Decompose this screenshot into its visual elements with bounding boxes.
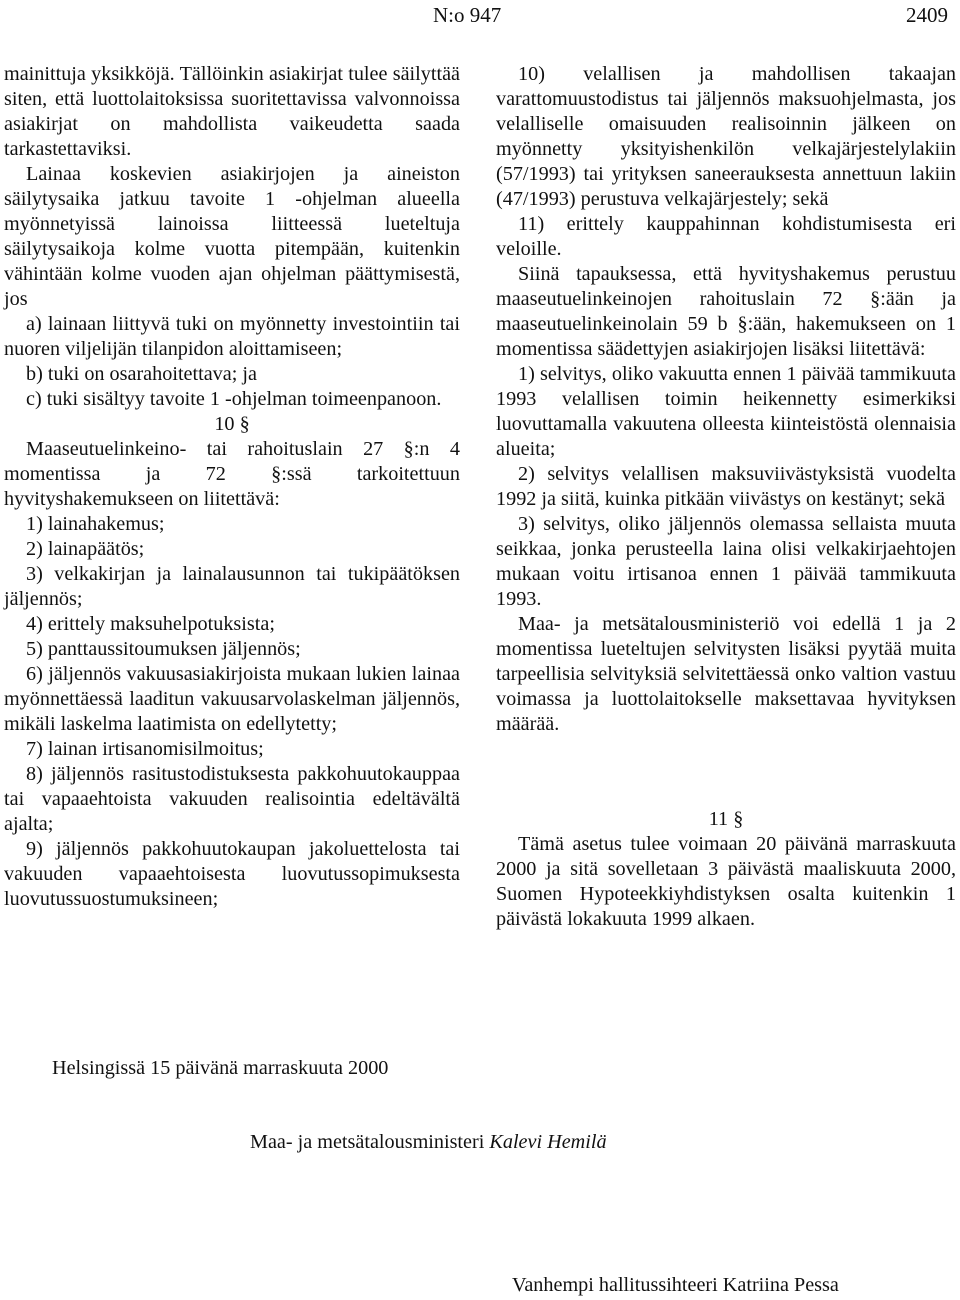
left-column [4,62,460,912]
list-item: 3) velkakirjan ja lainalausunnon tai tukipäätöksen jäljennös; [4,563,460,610]
list-item: c) tuki sisältyy tavoite 1 -ohjelman toimeenpanoon. [26,388,442,410]
paragraph: Tämä asetus tulee voimaan 20 päivänä marraskuuta 2000 ja sitä sovelletaan 3 päivästä maaliskuuta 2000, Suomen Hypoteekkiyhdistyksen osalta kuitenkin 1 päivästä lokakuuta 1999 alkaen. [496,833,956,930]
list-item: 8) jäljennös rasitustodistuksesta pakkohuutokauppaa tai vapaaehtoista vakuuden realisointia edeltävältä ajalta; [4,763,460,835]
section-heading-10: 10 § [214,413,250,435]
list-item: 7) lainan irtisanomisilmoitus; [26,738,264,760]
list-item: 2) lainapäätös; [26,538,145,560]
paragraph: Lainaa koskevien asiakirjojen ja aineiston säilytysaika jatkuu tavoite 1 -ohjelman alueella myönnetyissä lainoissa liitteessä lueteltuja säilytysaikoja kolme vuotta pitempään, kuitenkin vähintään kolme vuoden ajan ohjelman päättymisestä, jos [4,163,460,310]
minister-signature [250,1130,607,1155]
list-item: b) tuki on osarahoitettava; ja [26,363,257,385]
list-item: 4) erittely maksuhelpotuksista; [26,613,275,635]
list-item: 11) erittely kauppahinnan kohdistumisesta eri veloille. [496,213,956,260]
place-and-date: Helsingissä 15 päivänä marraskuuta 2000 [52,1057,389,1079]
list-item: 1) lainahakemus; [26,513,165,535]
list-item: 2) selvitys velallisen maksuviivästyksistä vuodelta 1992 ja siitä, kuinka pitkään viivästys on kestänyt; sekä [496,463,956,510]
right-column [496,62,956,932]
list-item: 6) jäljennös vakuusasiakirjoista mukaan lukien lainaa myönnettäessä laaditun vakuusarvolaskelman jäljennös, mikäli laskelma laatimista on edellytetty; [4,663,460,735]
minister-name: Kalevi Hemilä [489,1131,607,1153]
statute-number: N:o 947 [433,3,502,27]
paragraph: Maaseutuelinkeino- tai rahoituslain 27 §:n 4 momentissa ja 72 §:ssä tarkoitettuun hyvityshakemukseen on liitettävä: [4,438,460,510]
secretary-signature: Vanhempi hallitussihteeri Katriina Pessa [512,1274,839,1296]
paragraph: mainittuja yksikköjä. Tällöinkin asiakirjat tulee säilyttää siten, että luottolaitoksissa suoritettavissa valvonnoissa asiakirjat on mahdollista vaikeudetta saada tarkastettaviksi. [4,63,460,160]
page-header [0,0,960,34]
list-item: a) lainaan liittyvä tuki on myönnetty investointiin tai nuoren viljelijän tilanpidon aloittamiseen; [4,313,460,360]
section-heading-11: 11 § [708,808,744,830]
page-number: 2409 [906,3,948,27]
list-item: 1) selvitys, oliko vakuutta ennen 1 päivää tammikuuta 1993 velallisen toimin heikennetty esimerkiksi luovuttamalla vakuutena olleesta kiinteistöstä olennaisia alueita; [496,363,956,460]
list-item: 9) jäljennös pakkohuutokaupan jakoluettelosta tai vakuuden vapaaehtoisesta luovutussopimuksesta luovutussuostumuksineen; [4,838,460,910]
minister-title: Maa- ja metsätalousministeri [250,1131,485,1153]
spacer [496,737,956,807]
paragraph: Siinä tapauksessa, että hyvityshakemus perustuu maaseutuelinkeinojen rahoituslain 72 §:ään ja maaseutuelinkeinolain 59 b §:ään, hakemukseen on 1 momentissa säädettyjen asiakirjojen lisäksi liitettävä: [496,263,956,360]
paragraph: Maa- ja metsätalousministeriö voi edellä 1 ja 2 momentissa lueteltujen selvitysten lisäksi pyytää muita tarpeellisia selvityksiä selvitettäessä onko valtion vastuu voimassa ja luottolaitokselle maksettavaa hyvityksen määrää. [496,613,956,735]
list-item: 3) selvitys, oliko jäljennös olemassa sellaista muuta seikkaa, jonka perusteella laina olisi velkakirjaehtojen mukaan voitu irtisanoa ennen 1 päivää tammikuuta 1993. [496,513,956,610]
list-item: 10) velallisen ja mahdollisen takaajan varattomuustodistus tai jäljennös maksuohjelmasta, jos velalliselle omaisuuden realisoinnin jälkeen on myönnetty yksityishenkilön velkajärjestelylakiin (57/1993) tai yrityksen saneerauksesta annettuun lakiin (47/1993) perustuva velkajärjestely; sekä [496,63,956,210]
list-item: 5) panttaussitoumuksen jäljennös; [26,638,301,660]
